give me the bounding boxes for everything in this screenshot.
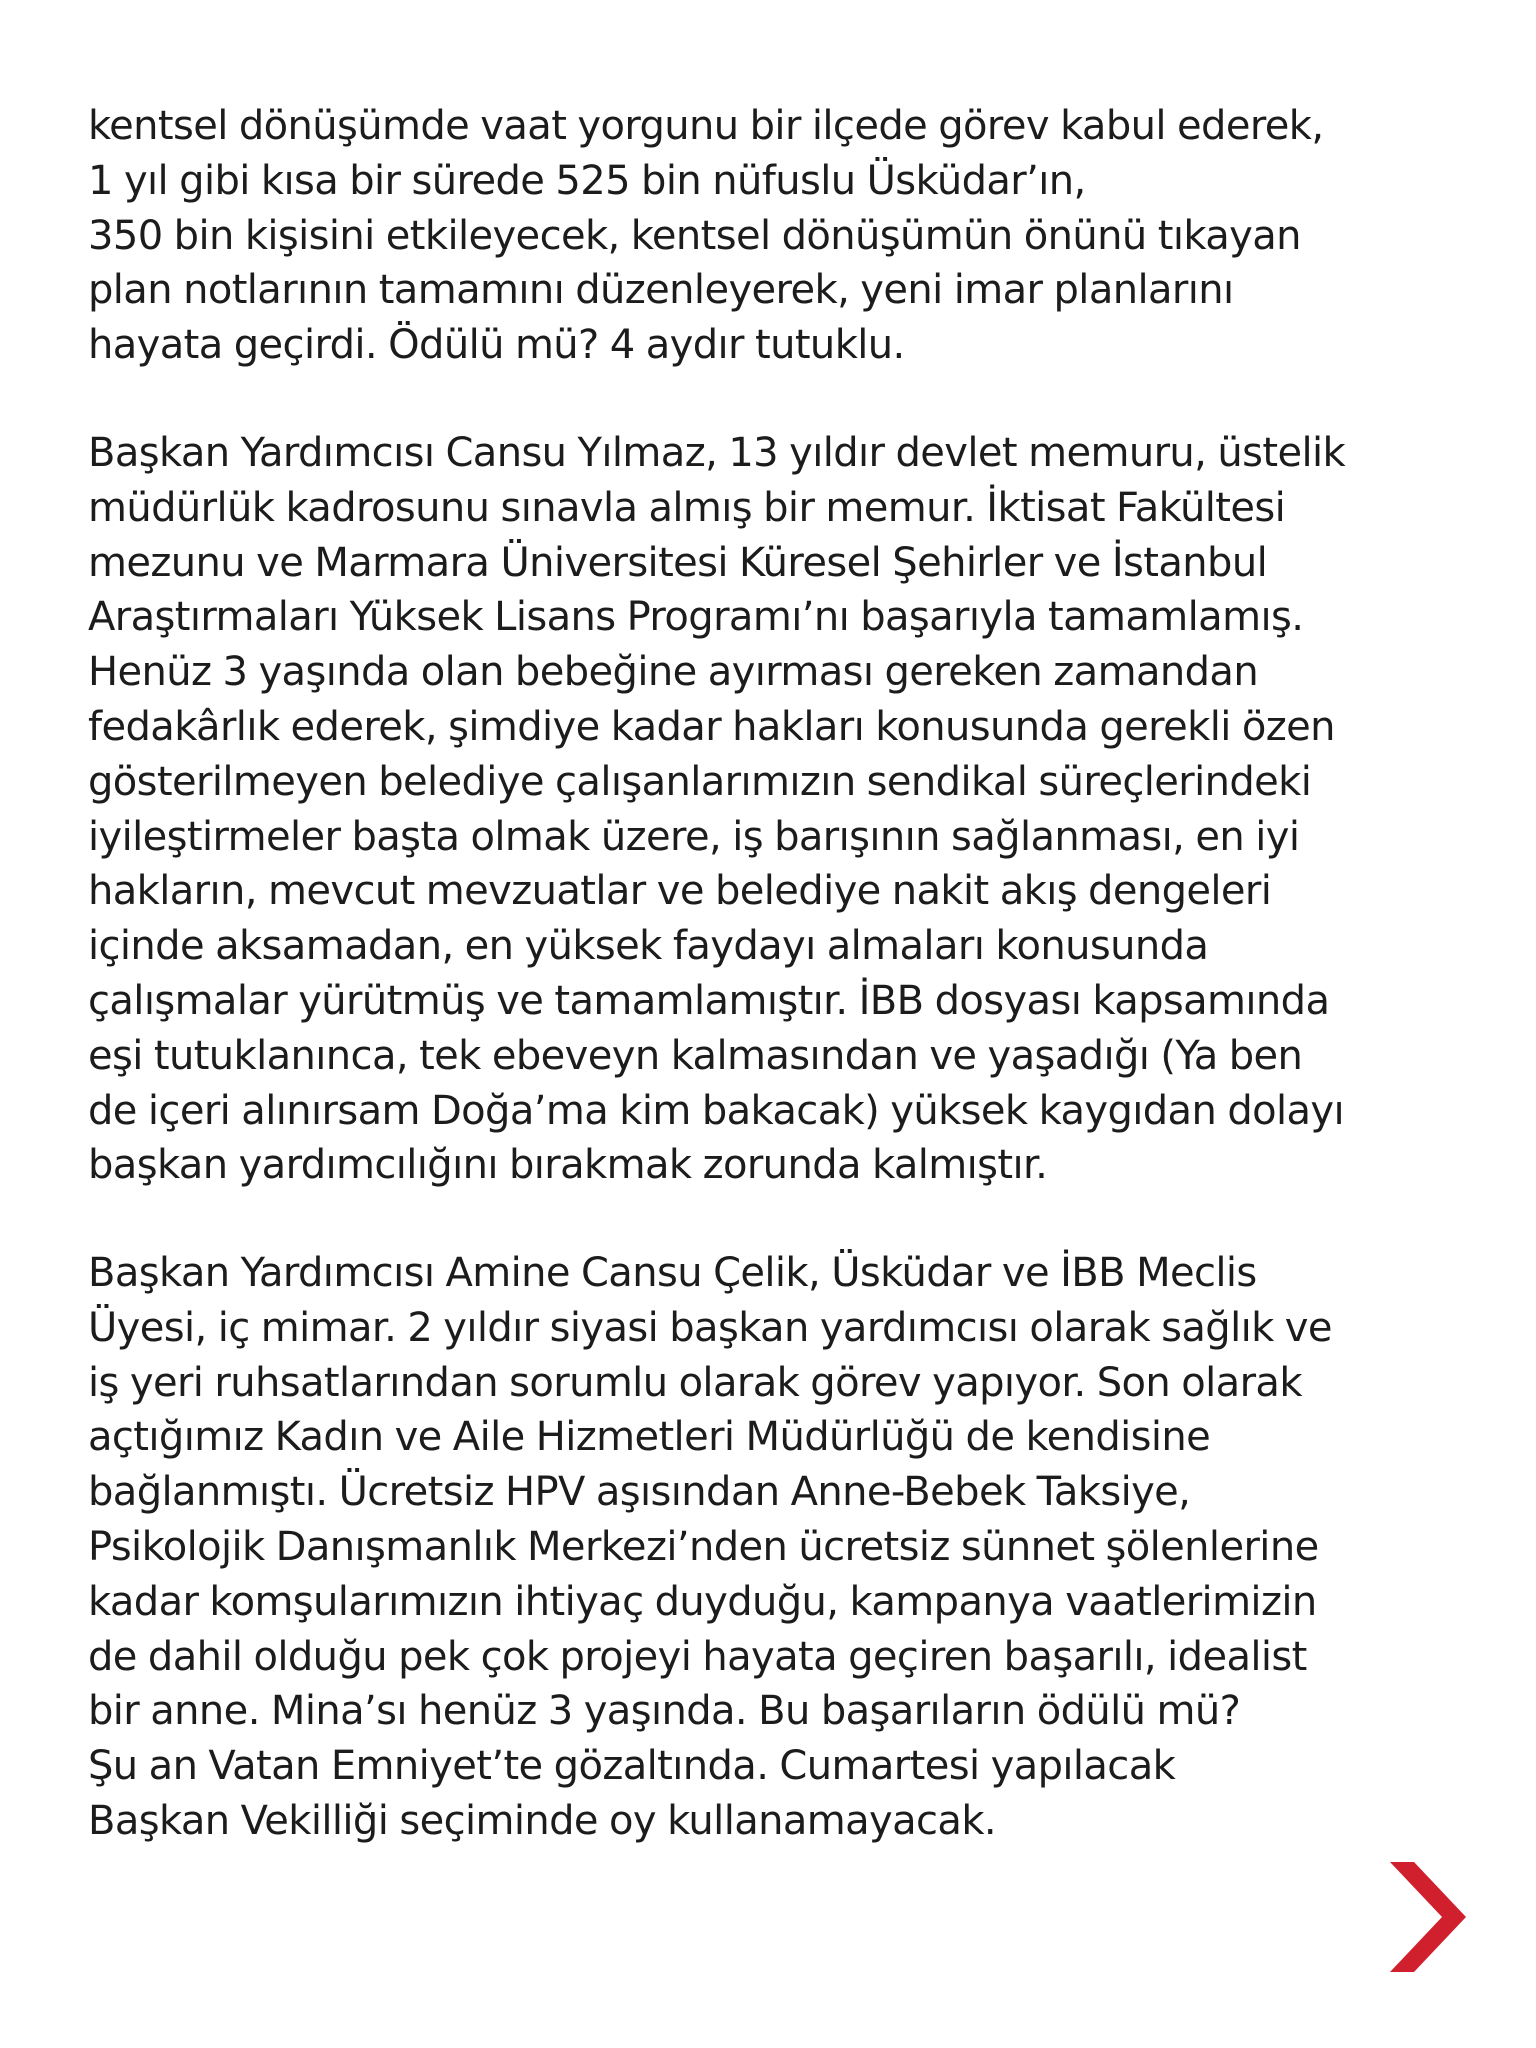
paragraph-line: hayata geçirdi. Ödülü mü? 4 aydır tutuklu.	[88, 322, 905, 369]
paragraph-line: de içeri alınırsam Doğa’ma kim bakacak) yüksek kaygıdan dolayı	[88, 1087, 1344, 1134]
paragraph-line: Başkan Yardımcısı Cansu Yılmaz, 13 yıldır devlet memuru, üstelik	[88, 430, 1346, 476]
paragraph-line: Başkan Vekilliği seçiminde oy kullanamayacak.	[88, 1797, 997, 1844]
paragraph-line: içinde aksamadan, en yüksek faydayı almaları konusunda	[88, 923, 1209, 970]
paragraph-1	[88, 99, 1323, 373]
paragraph-line: açtığımız Kadın ve Aile Hizmetleri Müdürlüğü de kendisine	[88, 1414, 1211, 1461]
paragraph-line: de dahil olduğu pek çok projeyi hayata geçiren başarılı, idealist	[88, 1633, 1307, 1680]
paragraph-line: bağlanmıştı. Ücretsiz HPV aşısından Anne-Bebek Taksiye,	[88, 1469, 1191, 1516]
paragraph-line: hakların, mevcut mevzuatlar ve belediye nakit akış dengeleri	[88, 868, 1272, 915]
chevron-right-icon	[1390, 1862, 1466, 1972]
paragraph-2	[88, 426, 1345, 1193]
paragraph-line: mezunu ve Marmara Üniversitesi Küresel Şehirler ve İstanbul	[88, 539, 1268, 586]
paragraph-line: 350 bin kişisini etkileyecek, kentsel dönüşümün önünü tıkayan	[88, 212, 1301, 259]
paragraph-line: müdürlük kadrosunu sınavla almış bir memur. İktisat Fakültesi	[88, 484, 1286, 531]
paragraph-3	[88, 1246, 1332, 1849]
paragraph-line: Şu an Vatan Emniyet’te gözaltında. Cumartesi yapılacak	[88, 1743, 1176, 1790]
paragraph-line: Başkan Yardımcısı Amine Cansu Çelik, Üsküdar ve İBB Meclis	[88, 1250, 1257, 1296]
paragraph-line: Üyesi, iç mimar. 2 yıldır siyasi başkan yardımcısı olarak sağlık ve	[88, 1304, 1332, 1351]
paragraph-line: Araştırmaları Yüksek Lisans Programı’nı başarıyla tamamlamış.	[88, 594, 1304, 641]
paragraph-line: başkan yardımcılığını bırakmak zorunda kalmıştır.	[88, 1142, 1048, 1189]
paragraph-line: çalışmalar yürütmüş ve tamamlamıştır. İBB dosyası kapsamında	[88, 977, 1330, 1024]
paragraph-line: kentsel dönüşümde vaat yorgunu bir ilçede görev kabul ederek,	[88, 103, 1324, 149]
paragraph-line: plan notlarının tamamını düzenleyerek, yeni imar planlarını	[88, 267, 1234, 314]
paragraph-line: fedakârlık ederek, şimdiye kadar hakları konusunda gerekli özen	[88, 703, 1335, 750]
paragraph-line: iyileştirmeler başta olmak üzere, iş barışının sağlanması, en iyi	[88, 813, 1300, 860]
paragraph-line: 1 yıl gibi kısa bir sürede 525 bin nüfuslu Üsküdar’ın,	[88, 157, 1086, 204]
paragraph-line: bir anne. Mina’sı henüz 3 yaşında. Bu başarıların ödülü mü?	[88, 1688, 1241, 1735]
paragraph-line: gösterilmeyen belediye çalışanlarımızın sendikal süreçlerindeki	[88, 758, 1312, 805]
paragraph-line: Psikolojik Danışmanlık Merkezi’nden ücretsiz sünnet şölenlerine	[88, 1523, 1319, 1570]
paragraph-line: iş yeri ruhsatlarından sorumlu olarak görev yapıyor. Son olarak	[88, 1359, 1302, 1406]
paragraph-line: kadar komşularımızın ihtiyaç duyduğu, kampanya vaatlerimizin	[88, 1578, 1317, 1625]
paragraph-line: eşi tutuklanınca, tek ebeveyn kalmasından ve yaşadığı (Ya ben	[88, 1032, 1303, 1079]
paragraph-line: Henüz 3 yaşında olan bebeğine ayırması gereken zamandan	[88, 649, 1259, 696]
next-page-button[interactable]	[1390, 1862, 1466, 1972]
